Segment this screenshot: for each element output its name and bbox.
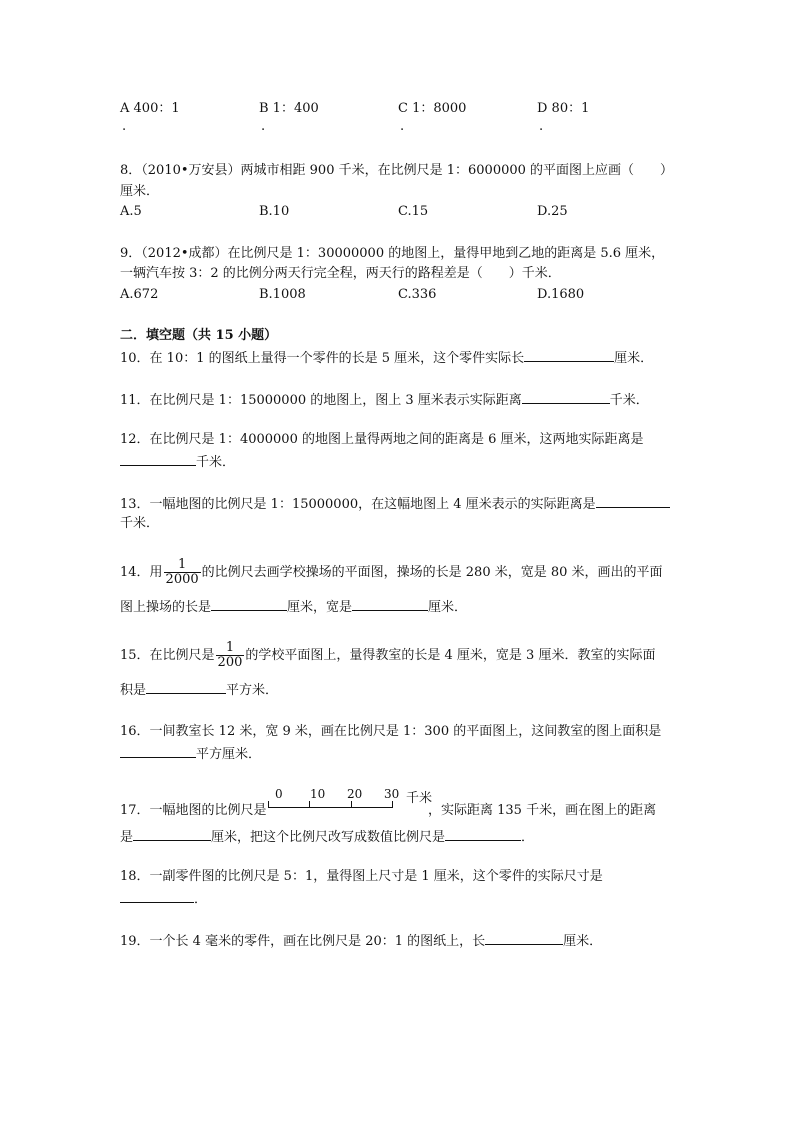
fraction [164, 558, 201, 587]
question-19-text: 19．一个长 4 毫米的零件，画在比例尺是 20：1 的图纸上，长 [120, 934, 486, 949]
scale-label: 20 [347, 787, 363, 801]
scale-tick [309, 801, 310, 807]
line-scale-bar [268, 787, 438, 811]
question-12 [120, 432, 644, 448]
option-a: A.5 [120, 204, 142, 219]
question-15-line2-text: 积是 [120, 683, 147, 698]
option-b: B.10 [259, 204, 290, 219]
scale-label: 30 [384, 787, 400, 801]
option-b: B 1：400 [259, 101, 319, 116]
question-19-unit: 厘米． [563, 934, 603, 949]
question-10-text: 10．在 10：1 的图纸上量得一个零件的长是 5 厘米，这个零件实际长 [120, 351, 525, 366]
option-d-dot: . [539, 119, 544, 134]
section-title: 二．填空题（共 15 小题） [120, 328, 278, 343]
scale-label: 0 [275, 787, 283, 801]
question-11-text: 11．在比例尺是 1：15000000 的地图上，图上 3 厘米表示实际距离 [120, 393, 522, 408]
question-14-text: 14．用 [120, 565, 163, 580]
question-11 [120, 391, 649, 409]
answer-blank-scale[interactable] [445, 828, 521, 841]
answer-blank[interactable] [120, 453, 196, 466]
option-b: B.1008 [259, 287, 306, 302]
question-11-unit: 千米． [609, 393, 649, 408]
fraction-numerator: 1 [164, 558, 201, 573]
question-17-line2 [120, 828, 534, 846]
option-c: C.336 [398, 287, 437, 302]
question-15-line2 [120, 681, 278, 699]
question-14 [120, 558, 663, 588]
question-16-unit: 平方厘米． [196, 747, 262, 762]
question-14-line2-mid: 厘米，宽是 [287, 600, 353, 615]
answer-blank[interactable] [146, 681, 226, 694]
answer-blank-width[interactable] [352, 598, 428, 611]
question-13 [120, 495, 670, 513]
answer-blank[interactable] [524, 349, 614, 362]
question-16-line2 [120, 745, 261, 763]
question-13-text: 13．一幅地图的比例尺是 1：15000000，在这幅地图上 4 厘米表示的实际距离是 [120, 497, 596, 512]
question-18: 18．一副零件图的比例尺是 5：1，量得图上尺寸是 1 厘米，这个零件的实际尺寸是 [120, 869, 603, 884]
answer-blank[interactable] [120, 890, 194, 903]
question-14-line2 [120, 598, 467, 616]
option-a: A 400：1 [120, 101, 180, 116]
question-8-text: 8．（2010•万安县）两城市相距 900 千米，在比例尺是 1：6000000 的平面图上应画（ ） [120, 163, 674, 178]
question-13-unit: 千米． [120, 516, 160, 531]
question-17-line2-end: ． [521, 830, 535, 845]
answer-blank[interactable] [596, 495, 670, 508]
scale-bar-line [268, 807, 393, 808]
option-c-dot: . [400, 119, 405, 134]
option-b-dot: . [261, 119, 266, 134]
question-17-line2-text: 是 [120, 830, 134, 845]
question-17-line2-mid: 厘米，把这个比例尺改写成数值比例尺是 [211, 830, 446, 845]
question-18-line2 [120, 890, 207, 908]
scale-tick [351, 801, 352, 807]
question-15-line2-unit: 平方米． [226, 683, 279, 698]
question-15 [120, 641, 655, 671]
question-14-text-cont: 的比例尺去画学校操场的平面图，操场的长是 280 米，宽是 80 米，画出的平面 [201, 565, 663, 580]
answer-blank[interactable] [485, 932, 563, 945]
question-12-text: 12．在比例尺是 1：4000000 的地图上量得两地之间的距离是 6 厘米，这两地实际距离是 [120, 432, 644, 447]
option-d: D.25 [537, 204, 568, 219]
scale-label: 10 [310, 787, 326, 801]
option-d: D.1680 [537, 287, 585, 302]
answer-blank-length[interactable] [211, 598, 287, 611]
fraction [216, 641, 245, 670]
fraction-numerator: 1 [216, 641, 245, 656]
option-a-dot: . [122, 119, 127, 134]
question-17-text-cont: ，实际距离 135 千米，画在图上的距离 [428, 803, 657, 818]
option-d: D 80：1 [537, 101, 590, 116]
fraction-denominator: 2000 [165, 572, 199, 587]
option-c: C 1：8000 [398, 101, 467, 116]
scale-tick [268, 801, 269, 807]
answer-blank[interactable] [120, 745, 196, 758]
question-14-line2-text: 图上操场的长是 [120, 600, 212, 615]
question-16: 16．一间教室长 12 米，宽 9 米，画在比例尺是 1：300 的平面图上，这间教室的图上面积是 [120, 724, 662, 739]
question-15-text-cont: 的学校平面图上，量得教室的长是 4 厘米，宽是 3 厘米．教室的实际面 [245, 648, 656, 663]
question-10-unit: 厘米． [614, 351, 654, 366]
answer-blank[interactable] [522, 391, 610, 404]
fraction-denominator: 200 [217, 655, 243, 670]
question-12-unit: 千米． [196, 455, 236, 470]
question-12-line2 [120, 453, 235, 471]
scale-unit: 千米 [406, 791, 433, 806]
option-a: A.672 [120, 287, 159, 302]
question-8-text-line2: 厘米． [120, 184, 160, 199]
question-9-text-line2: 一辆汽车按 3：2 的比例分两天行完全程，两天行的路程差是（ ）千米． [120, 266, 561, 281]
question-19 [120, 932, 602, 950]
question-9-text: 9．（2012•成都）在比例尺是 1：30000000 的地图上，量得甲地到乙地的距离是 5.6 厘米， [120, 246, 665, 261]
scale-tick [392, 801, 393, 807]
question-15-text: 15．在比例尺是 [120, 648, 215, 663]
question-10 [120, 349, 653, 367]
question-18-end: ． [194, 892, 208, 907]
question-14-line2-unit: 厘米． [428, 600, 468, 615]
option-c: C.15 [398, 204, 429, 219]
answer-blank-distance[interactable] [133, 828, 211, 841]
question-17-text: 17．一幅地图的比例尺是 [120, 803, 267, 818]
